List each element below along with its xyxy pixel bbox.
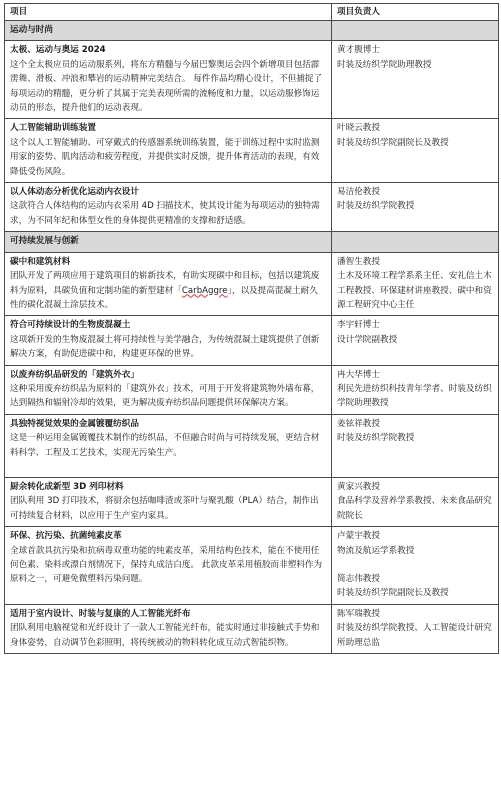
lead-title: 利民先进纺织科技青年学者、时装及纺织学院助理教授 bbox=[337, 383, 492, 409]
project-cell bbox=[5, 414, 332, 477]
lead-name: 易洁伦教授 bbox=[337, 187, 380, 198]
lead-title: 土木及环境工程学系系主任、安礼信土木工程教授、环保建材讲座教授、碳中和资源工程研究中心主任 bbox=[337, 271, 492, 310]
lead-cell bbox=[332, 183, 499, 232]
project-cell bbox=[5, 365, 332, 414]
table-row bbox=[5, 316, 499, 365]
project-title: 适用于室内设计、时装与复康的人工智能光纤布 bbox=[10, 608, 191, 619]
project-description: 这个以人工智能辅助、可穿戴式的传感器系统训练装置，能于训练过程中实时监测用家的姿势、肌肉活动和疲劳程度，并提供实时反馈，提升体育活动的表现，有效降低受伤风险。 bbox=[10, 137, 320, 177]
section-row bbox=[5, 21, 499, 41]
lead-name: 李宇轩博士 bbox=[337, 320, 380, 331]
project-description: 这种采用废弃纺织品为原料的「建筑外衣」技术，可用于开发将建筑物外墙布幕，达到隔热和辐射冷却的效果，更为解决废弃纺织品问题提供环保解决方案。 bbox=[10, 383, 320, 409]
lead-name: 黄才腹博士 bbox=[337, 45, 380, 56]
lead-cell bbox=[332, 527, 499, 605]
project-title: 具独特视觉效果的金属镀覆纺织品 bbox=[10, 418, 139, 429]
table-row bbox=[5, 604, 499, 653]
section-title: 运动与时尚 bbox=[5, 21, 332, 41]
project-cell bbox=[5, 119, 332, 183]
project-cell bbox=[5, 527, 332, 605]
lead-title: 物流及航运学系教授 bbox=[337, 545, 415, 556]
header-row bbox=[5, 4, 499, 21]
lead-cell bbox=[332, 477, 499, 526]
table-row bbox=[5, 183, 499, 232]
table-row bbox=[5, 41, 499, 119]
description-part: 团队开发了两项应用于建筑项目的崭新技术，有助实现碳中和目标，包括以建筑废料为原料，具碳负值和定制功能的新型建材「 bbox=[10, 271, 320, 296]
section-empty-cell bbox=[332, 232, 499, 252]
lead-title: 设计学院副教授 bbox=[337, 334, 398, 345]
cell-spacer bbox=[10, 587, 326, 601]
project-description: 这款符合人体结构的运动内衣采用 4D 扫描技术，使其设计能为每项运动的独特需求，为不同年纪和体型女性的身体提供更精准的支撑和舒适感。 bbox=[10, 201, 320, 226]
lead-title: 食品科学及营养学系教授、未来食品研究院院长 bbox=[337, 496, 492, 521]
table-row bbox=[5, 119, 499, 183]
project-description: 这个全太极应员的运动服系列，将东方精髓与今届巴黎奥运会四个新增项目包括霹雳舞、滑板、冲浪和攀岩的运动精神完美结合。 每件作品均精心设计，不但捕捉了每项运动的精髓，更分析了其属于完美表现所需的流畅度和力量，以运动服修饰运动员的形态，提升他们的运动表现。 bbox=[10, 59, 323, 114]
lead-cell bbox=[332, 604, 499, 653]
lead-cell bbox=[332, 414, 499, 477]
header-project: 项目 bbox=[5, 4, 332, 21]
project-cell bbox=[5, 477, 332, 526]
lead-cell bbox=[332, 252, 499, 316]
header-lead: 项目负责人 bbox=[332, 4, 499, 21]
lead-spacer bbox=[337, 558, 493, 572]
cell-spacer bbox=[10, 460, 326, 474]
projects-table bbox=[4, 3, 499, 654]
project-cell bbox=[5, 41, 332, 119]
table-row bbox=[5, 252, 499, 316]
lead-name: 简志伟教授 bbox=[337, 574, 380, 584]
lead-title: 时装及纺织学院教授、人工智能设计研究所助理总监 bbox=[337, 623, 492, 648]
table-row bbox=[5, 365, 499, 414]
lead-cell bbox=[332, 365, 499, 414]
table-body bbox=[5, 21, 499, 654]
project-description bbox=[10, 269, 326, 312]
table-row bbox=[5, 527, 499, 605]
project-cell bbox=[5, 252, 332, 316]
lead-name: 冉大华博士 bbox=[337, 369, 380, 380]
lead-name: 陈军瑞教授 bbox=[337, 608, 380, 619]
lead-name: 姜铉祥教授 bbox=[337, 418, 380, 429]
lead-cell bbox=[332, 316, 499, 365]
project-title: 环保、抗污染、抗菌纯素皮革 bbox=[10, 531, 122, 542]
lead-title: 时装及纺织学院助理教授 bbox=[337, 59, 432, 70]
product-name-spellcheck: CarbAggre bbox=[181, 285, 228, 296]
project-cell bbox=[5, 183, 332, 232]
lead-name: 卢蒙宇教授 bbox=[337, 531, 380, 542]
project-title: 以人体动态分析优化运动内衣设计 bbox=[10, 187, 139, 198]
project-title: 符合可持续设计的生物废混凝土 bbox=[10, 320, 131, 331]
project-description: 团队利用 3D 打印技术，将厨余包括咖啡渣或茶叶与聚乳酸（PLA）结合，制作出可持续复合材料，以应用于生产室内家具。 bbox=[10, 496, 319, 521]
project-title: 以废弃纺织品研发的「建筑外衣」 bbox=[10, 369, 139, 380]
project-title: 厨余转化成新型 3D 列印材料 bbox=[10, 481, 124, 492]
project-description: 这是一种运用金属镀覆技术制作的纺织品，不但融合时尚与可持续发展，更结合材料科学、工程及工艺技术，实现无污染生产。 bbox=[10, 433, 320, 458]
project-cell bbox=[5, 604, 332, 653]
section-empty-cell bbox=[332, 21, 499, 41]
project-description: 这项新开发的生物废混凝土将可持续性与美学融合，为传统混凝土建筑提供了创新解决方案，有助促进碳中和，构建更环保的世界。 bbox=[10, 334, 320, 360]
table-row bbox=[5, 414, 499, 477]
lead-title: 时装及纺织学院教授 bbox=[337, 433, 415, 444]
lead-title: 时装及纺织学院副院长及教授 bbox=[337, 137, 449, 148]
project-description: 团队利用电脑视觉和光纤设计了一款人工智能光纤布，能实时通过非接触式手势和身体姿势，自动调节色彩照明，将传统被动的物料转化成互动式智能织物。 bbox=[10, 623, 320, 648]
lead-cell bbox=[332, 119, 499, 183]
project-cell bbox=[5, 316, 332, 365]
lead-title: 时装及纺织学院副院长及教授 bbox=[337, 588, 449, 599]
project-title: 碳中和建筑材料 bbox=[10, 256, 71, 267]
section-row bbox=[5, 232, 499, 252]
table-row bbox=[5, 477, 499, 526]
lead-title: 时装及纺织学院教授 bbox=[337, 201, 415, 212]
project-description: 全球首款具抗污染和抗病毒双重功能的纯素皮革，采用结构色技术，能在不使用任何色素、染料或漂白剂情况下，保持丸成洁白度。 此款皮革采用植胶而非塑料作为原料之一，可避免微塑料污染问题。 bbox=[10, 545, 323, 585]
description-part: 」，以及提高混凝土耐久性的碳化混凝土涂层技术。 bbox=[10, 285, 318, 310]
project-title: 太极、运动与奥运 2024 bbox=[10, 45, 106, 56]
lead-cell bbox=[332, 41, 499, 119]
project-title: 人工智能辅助训练装置 bbox=[10, 123, 96, 134]
lead-name: 潘智生教授 bbox=[337, 256, 380, 267]
section-title: 可持续发展与创新 bbox=[5, 232, 332, 252]
lead-name: 黄家兴教授 bbox=[337, 481, 380, 492]
lead-name: 叶晓云教授 bbox=[337, 123, 380, 134]
